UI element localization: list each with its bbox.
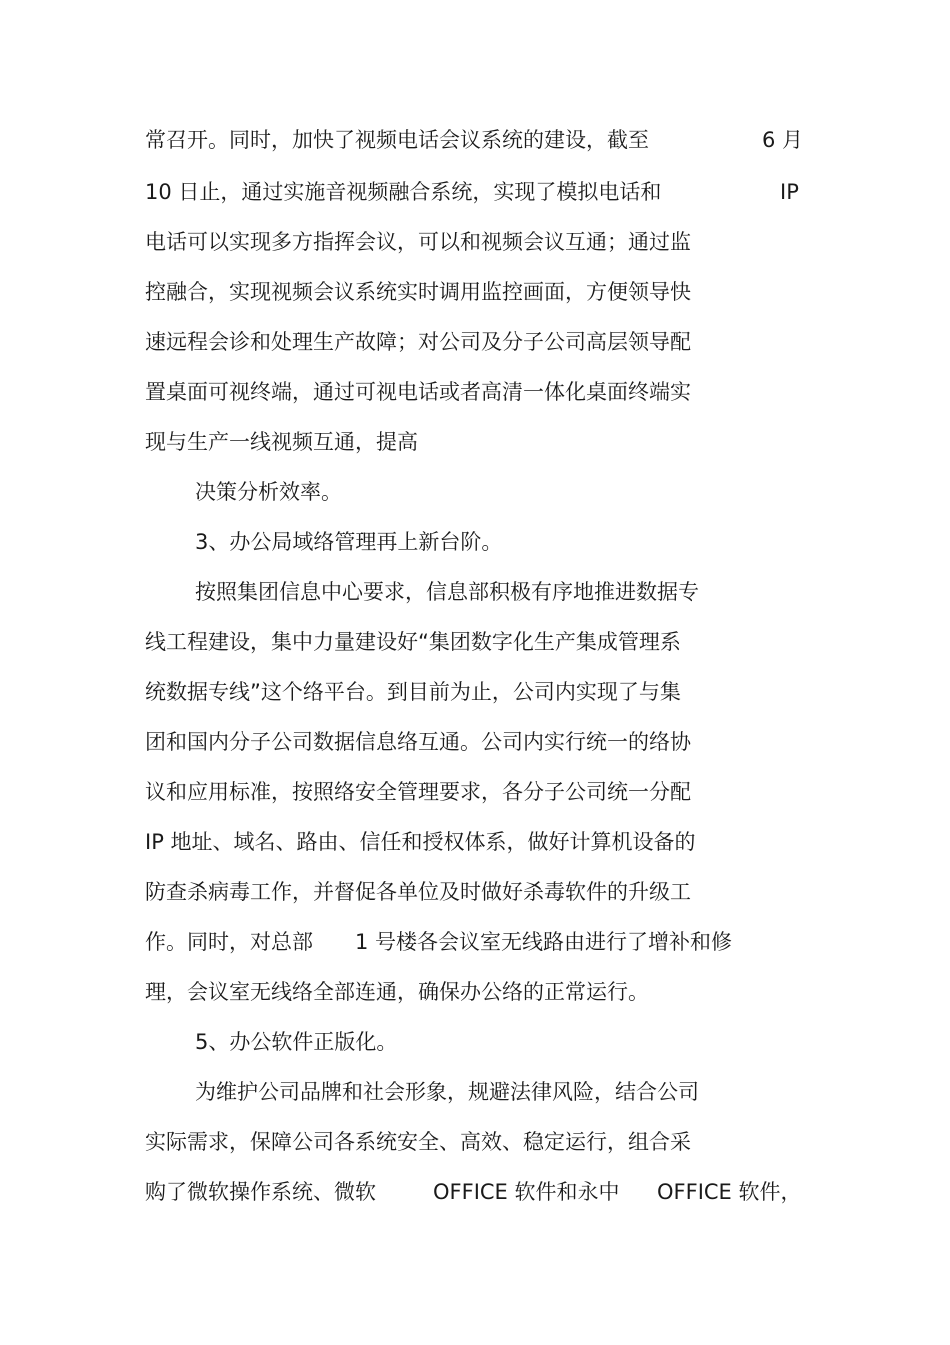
text-segment: OFFICE 软件， xyxy=(657,1180,802,1204)
text-segment: 常召开。同时，加快了视频电话会议系统的建设，截至 xyxy=(145,128,649,152)
text-segment: 3、办公局域络管理再上新台阶。 xyxy=(195,530,503,554)
text-segment: 统数据专线”这个络平台。到目前为止，公司内实现了与集 xyxy=(145,680,681,704)
text-segment: 防查杀病毒工作，并督促各单位及时做好杀毒软件的升级工 xyxy=(145,880,691,904)
text-segment: IP xyxy=(780,180,799,204)
text-segment: 线工程建设，集中力量建设好“集团数字化生产集成管理系 xyxy=(145,630,681,654)
text-segment: 置桌面可视终端，通过可视电话或者高清一体化桌面终端实 xyxy=(145,380,691,404)
text-segment: 为维护公司品牌和社会形象，规避法律风险，结合公司 xyxy=(195,1080,699,1104)
text-segment: IP 地址、域名、路由、信任和授权体系，做好计算机设备的 xyxy=(145,830,696,854)
text-segment: OFFICE 软件和永中 xyxy=(433,1180,620,1204)
text-segment: 决策分析效率。 xyxy=(195,480,342,504)
text-segment: 团和国内分子公司数据信息络互通。公司内实行统一的络协 xyxy=(145,730,691,754)
text-segment: 理，会议室无线络全部连通，确保办公络的正常运行。 xyxy=(145,980,649,1004)
text-segment: 议和应用标准，按照络安全管理要求，各分子公司统一分配 xyxy=(145,780,691,804)
text-segment: 实际需求，保障公司各系统安全、高效、稳定运行，组合采 xyxy=(145,1130,691,1154)
text-segment: 6 月 xyxy=(762,128,804,152)
text-segment: 作。同时，对总部 xyxy=(145,930,313,954)
text-segment: 速远程会诊和处理生产故障；对公司及分子公司高层领导配 xyxy=(145,330,691,354)
text-segment: 1 号楼各会议室无线路由进行了增补和修 xyxy=(355,930,733,954)
text-segment: 5、办公软件正版化。 xyxy=(195,1030,398,1054)
text-segment: 控融合，实现视频会议系统实时调用监控画面，方便领导快 xyxy=(145,280,691,304)
text-segment: 现与生产一线视频互通，提高 xyxy=(145,430,418,454)
text-segment: 10 日止，通过实施音视频融合系统，实现了模拟电话和 xyxy=(145,180,662,204)
text-segment: 电话可以实现多方指挥会议，可以和视频会议互通；通过监 xyxy=(145,230,691,254)
text-segment: 按照集团信息中心要求，信息部积极有序地推进数据专 xyxy=(195,580,699,604)
text-segment: 购了微软操作系统、微软 xyxy=(145,1180,376,1204)
